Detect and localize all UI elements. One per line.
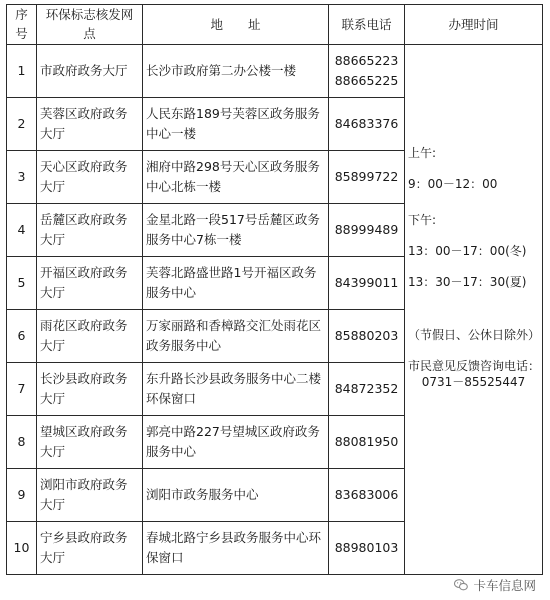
site-phone: 85899722 (329, 150, 405, 203)
header-row (7, 5, 543, 45)
office-hours-cell (405, 44, 543, 574)
header-address: 地 址 (143, 5, 329, 45)
site-address: 人民东路189号芙蓉区政务服务中心一楼 (143, 97, 329, 150)
row-number: 2 (7, 97, 37, 150)
site-phone: 88980103 (329, 521, 405, 574)
header-site: 环保标志核发网点 (37, 5, 143, 45)
site-name: 岳麓区政府政务大厅 (37, 203, 143, 256)
header-hours: 办理时间 (405, 5, 543, 45)
row-number: 6 (7, 309, 37, 362)
table-row (7, 44, 543, 97)
site-phone: 84872352 (329, 362, 405, 415)
hotline-number: 0731－85525447 (421, 375, 526, 390)
site-name: 浏阳市政府政务大厅 (37, 468, 143, 521)
site-address: 春城北路宁乡县政务服务中心环保窗口 (143, 521, 329, 574)
site-name: 长沙县政府政务大厅 (37, 362, 143, 415)
site-name: 市政府政务大厅 (37, 44, 143, 97)
row-number: 8 (7, 415, 37, 468)
header-phone: 联系电话 (329, 5, 405, 45)
site-phone: 83683006 (329, 468, 405, 521)
row-number: 3 (7, 150, 37, 203)
site-address: 芙蓉北路盛世路1号开福区政务服务中心 (143, 256, 329, 309)
site-phone: 84399011 (329, 256, 405, 309)
site-phone: 88081950 (329, 415, 405, 468)
row-number: 10 (7, 521, 37, 574)
hours-pm-label: 下午: (408, 213, 437, 228)
site-name: 望城区政府政务大厅 (37, 415, 143, 468)
site-address: 金星北路一段517号岳麓区政务服务中心7栋一楼 (143, 203, 329, 256)
site-address: 湘府中路298号天心区政务服务中心北栋一楼 (143, 150, 329, 203)
site-name: 宁乡县政府政务大厅 (37, 521, 143, 574)
site-address: 万家丽路和香樟路交汇处雨花区政务服务中心 (143, 309, 329, 362)
wechat-icon (454, 579, 468, 591)
site-phone: 88665223 88665225 (329, 44, 405, 97)
site-address: 浏阳市政务服务中心 (143, 468, 329, 521)
hours-am-label: 上午: (408, 145, 437, 160)
site-phone: 85880203 (329, 309, 405, 362)
holiday-note: （节假日、公休日除外） (408, 327, 541, 342)
site-name: 天心区政府政务大厅 (37, 150, 143, 203)
header-no: 序号 (7, 5, 37, 45)
site-name: 雨花区政府政务大厅 (37, 309, 143, 362)
watermark (454, 576, 536, 594)
hours-pm-summer: 13：30－17：30(夏) (408, 274, 527, 289)
site-name: 开福区政府政务大厅 (37, 256, 143, 309)
watermark-text: 卡车信息网 (473, 578, 536, 593)
site-name: 芙蓉区政府政务大厅 (37, 97, 143, 150)
row-number: 4 (7, 203, 37, 256)
site-address: 郭亮中路227号望城区政府政务服务中心 (143, 415, 329, 468)
service-points-table (6, 4, 543, 575)
site-phone: 88999489 (329, 203, 405, 256)
row-number: 7 (7, 362, 37, 415)
hours-am-time: 9：00－12：00 (408, 176, 498, 191)
hotline-label: 市民意见反馈咨询电话： (408, 358, 541, 373)
hours-pm-winter: 13：00－17：00(冬) (408, 244, 527, 259)
row-number: 1 (7, 44, 37, 97)
site-phone: 84683376 (329, 97, 405, 150)
site-address: 长沙市政府第二办公楼一楼 (143, 44, 329, 97)
row-number: 9 (7, 468, 37, 521)
site-address: 东升路长沙县政务服务中心二楼环保窗口 (143, 362, 329, 415)
row-number: 5 (7, 256, 37, 309)
